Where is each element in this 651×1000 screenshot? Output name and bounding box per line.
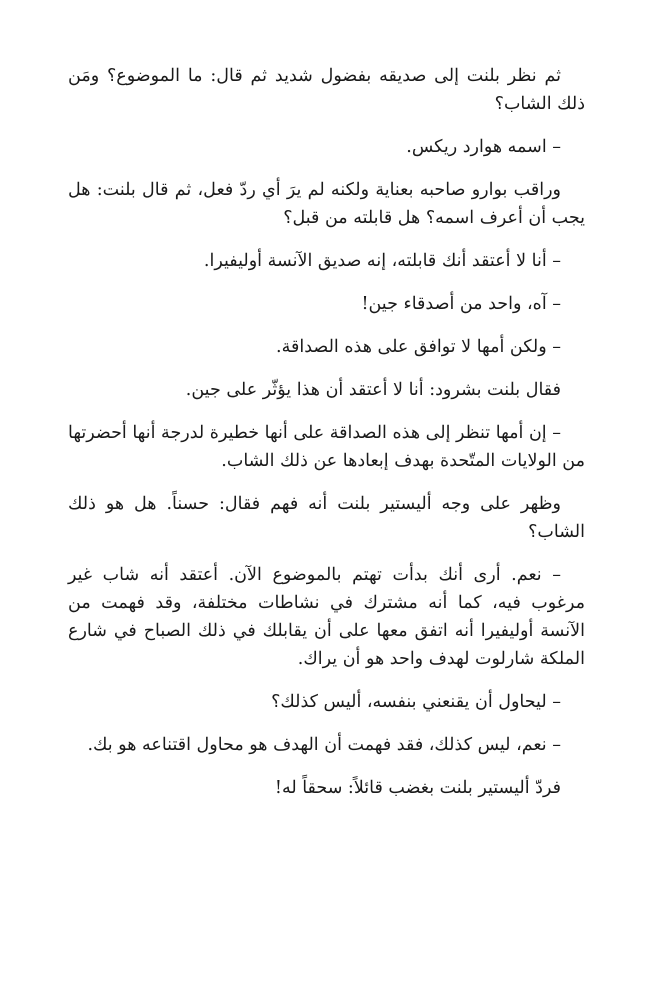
paragraph: ثم نظر بلنت إلى صديقه بفضول شديد ثم قال: ما الموضوع؟ ومَن ذلك الشاب؟ (68, 66, 585, 114)
paragraph: فردّ أليستير بلنت بغضب قائلاً: سحقاً له! (274, 778, 561, 798)
paragraph: فقال بلنت بشرود: أنا لا أعتقد أن هذا يؤثّر على جين. (185, 380, 561, 400)
paragraph: – اسمه هوارد ريكس. (406, 137, 561, 157)
paragraph: – نعم. أرى أنك بدأت تهتم بالموضوع الآن. أعتقد أنه شاب غير مرغوب فيه، كما أنه مشترك في نشاطات مختلفة، وقد فهمت من الآنسة أوليفيرا أنه اتفق معها على أن يقابلك في ذلك الصباح في شارع الملكة شارلوت لهدف واحد هو أن يراك. (68, 565, 585, 669)
paragraph: – ليحاول أن يقنعني بنفسه، أليس كذلك؟ (271, 692, 561, 712)
paragraph: وظهر على وجه أليستير بلنت أنه فهم فقال: حسناً. هل هو ذلك الشاب؟ (68, 494, 585, 542)
book-page (68, 62, 585, 802)
paragraph: – إن أمها تنظر إلى هذه الصداقة على أنها خطيرة لدرجة أنها أحضرتها من الولايات المتّحدة بهدف إبعادها عن ذلك الشاب. (68, 423, 585, 471)
paragraph: – آه، واحد من أصدقاء جين! (361, 294, 561, 314)
paragraph: – نعم، ليس كذلك، فقد فهمت أن الهدف هو محاول اقتناعه هو بك. (87, 735, 561, 755)
paragraph: – ولكن أمها لا توافق على هذه الصداقة. (276, 337, 561, 357)
paragraph: – أنا لا أعتقد أنك قابلته، إنه صديق الآنسة أوليفيرا. (203, 251, 561, 271)
paragraph: وراقب بوارو صاحبه بعناية ولكنه لم يرَ أي ردّ فعل، ثم قال بلنت: هل يجب أن أعرف اسمه؟ هل قابلته من قبل؟ (68, 180, 585, 228)
